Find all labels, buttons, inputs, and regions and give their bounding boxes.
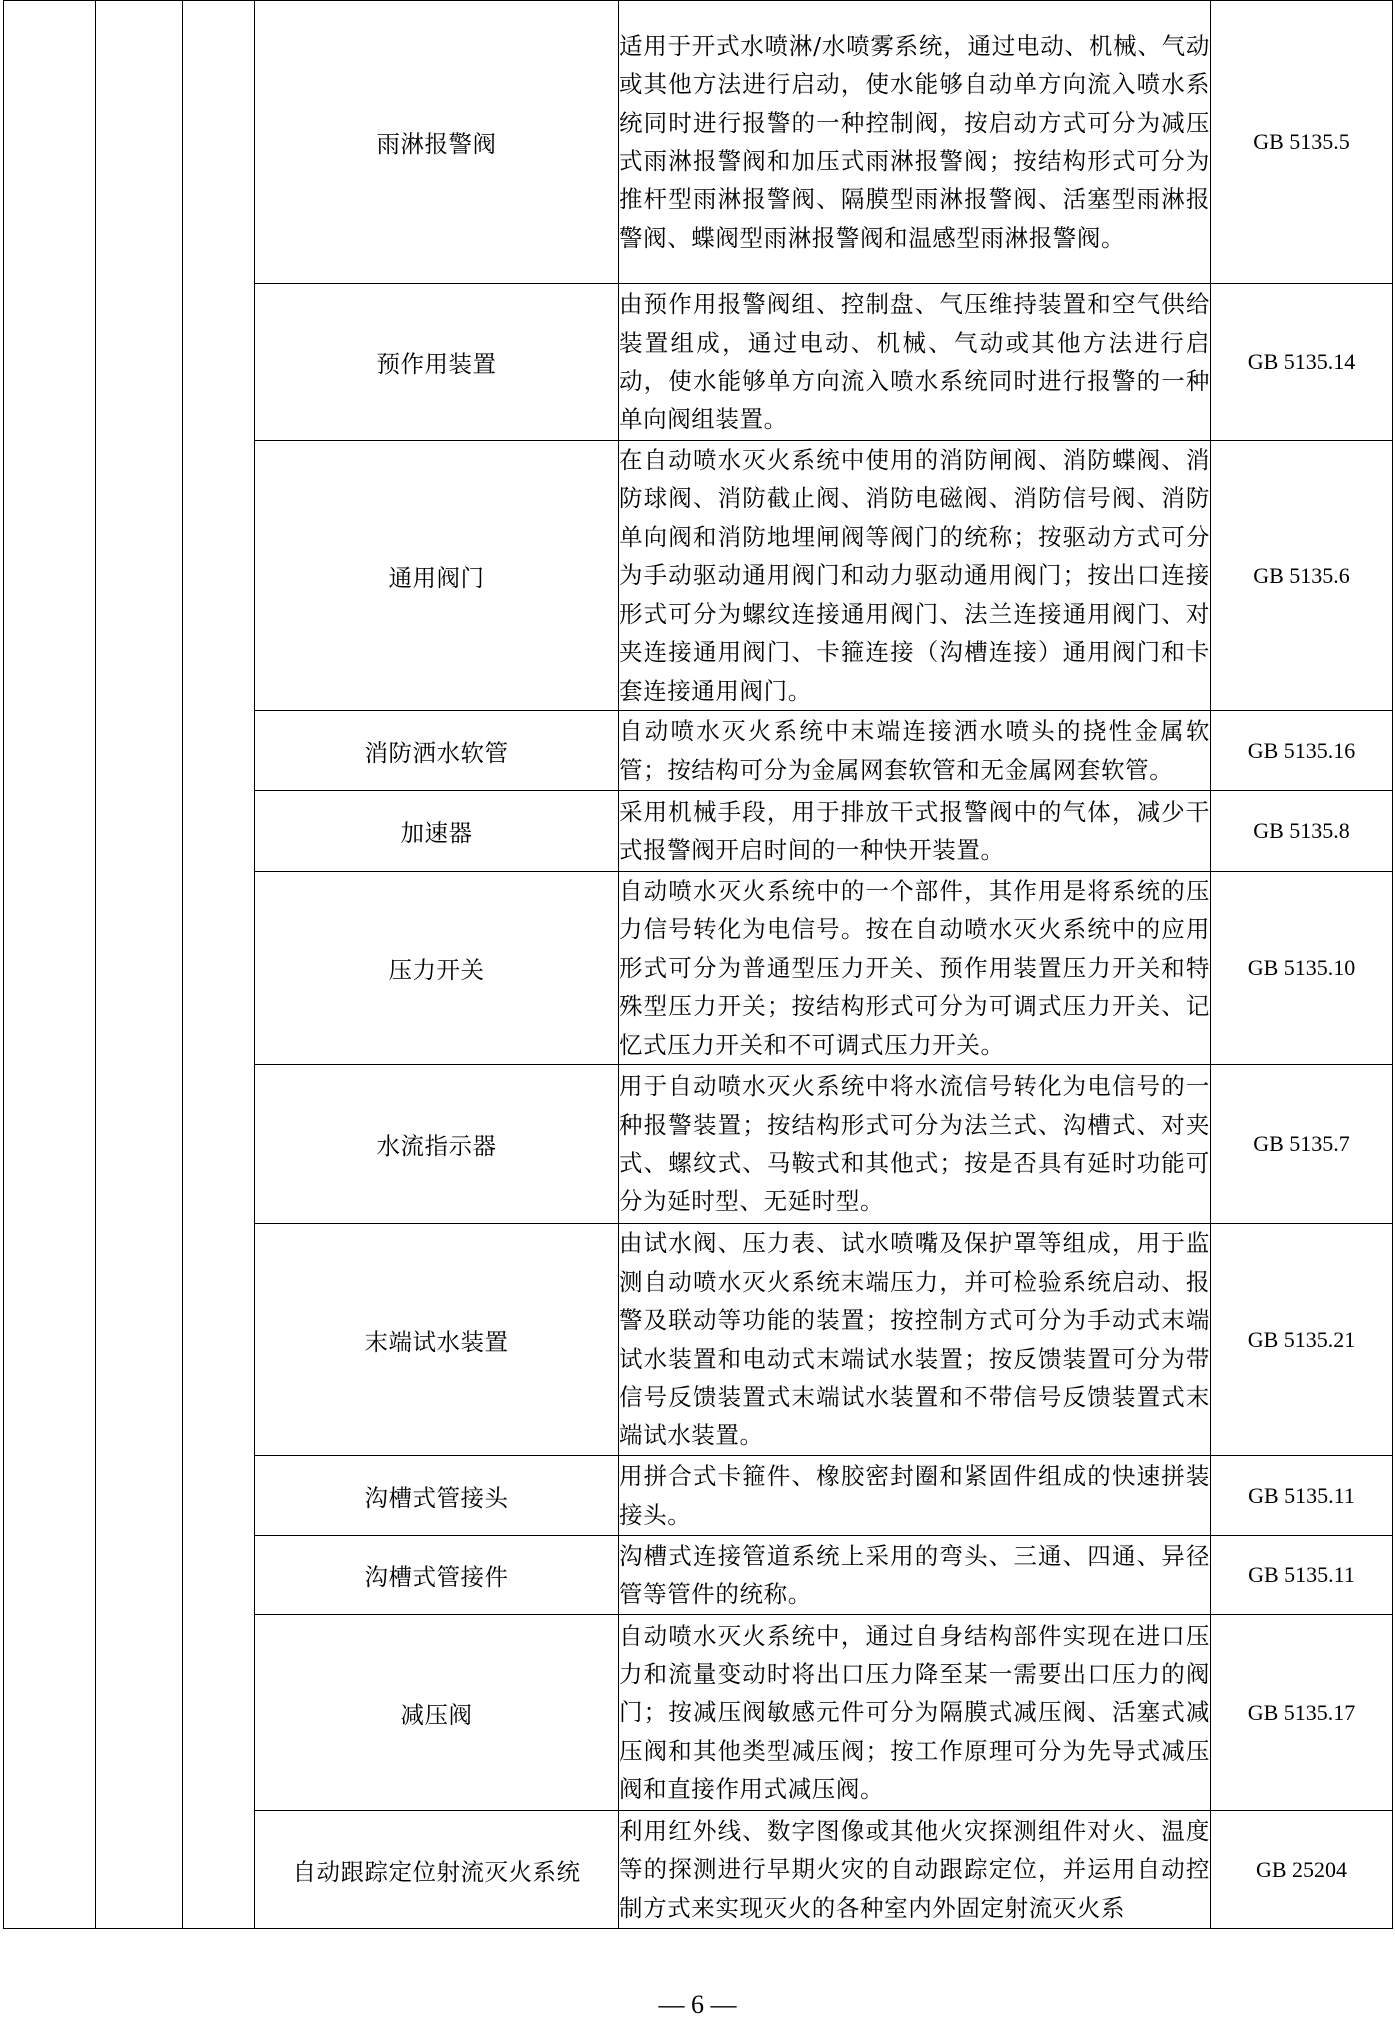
category-column-3 bbox=[183, 1, 255, 1929]
product-name: 雨淋报警阀 bbox=[255, 1, 619, 284]
product-name: 沟槽式管接件 bbox=[255, 1536, 619, 1615]
standard-code: GB 5135.11 bbox=[1211, 1536, 1393, 1615]
standard-code: GB 25204 bbox=[1211, 1811, 1393, 1929]
product-name: 自动跟踪定位射流灭火系统 bbox=[255, 1811, 619, 1929]
product-description: 采用机械手段，用于排放干式报警阀中的气体，减少干式报警阀开启时间的一种快开装置。 bbox=[619, 791, 1211, 872]
standard-code: GB 5135.10 bbox=[1211, 872, 1393, 1065]
product-name: 减压阀 bbox=[255, 1615, 619, 1811]
standard-code: GB 5135.8 bbox=[1211, 791, 1393, 872]
standard-code: GB 5135.11 bbox=[1211, 1456, 1393, 1536]
product-description: 自动喷水灭火系统中的一个部件，其作用是将系统的压力信号转化为电信号。按在自动喷水灭火系统中的应用形式可分为普通型压力开关、预作用装置压力开关和特殊型压力开关；按结构形式可分为可调式压力开关、记忆式压力开关和不可调式压力开关。 bbox=[619, 872, 1211, 1065]
product-description: 适用于开式水喷淋/水喷雾系统，通过电动、机械、气动或其他方法进行启动，使水能够自动单方向流入喷水系统同时进行报警的一种控制阀，按启动方式可分为减压式雨淋报警阀和加压式雨淋报警阀；按结构形式可分为推杆型雨淋报警阀、隔膜型雨淋报警阀、活塞型雨淋报警阀、蝶阀型雨淋报警阀和温感型雨淋报警阀。 bbox=[619, 1, 1211, 284]
product-name: 沟槽式管接头 bbox=[255, 1456, 619, 1536]
standard-code: GB 5135.6 bbox=[1211, 441, 1393, 711]
product-description: 用拼合式卡箍件、橡胶密封圈和紧固件组成的快速拼装接头。 bbox=[619, 1456, 1211, 1536]
page-number: — 6 — bbox=[658, 1990, 737, 2019]
product-description: 由试水阀、压力表、试水喷嘴及保护罩等组成，用于监测自动喷水灭火系统末端压力，并可检验系统启动、报警及联动等功能的装置；按控制方式可分为手动式末端试水装置和电动式末端试水装置；按反馈装置可分为带信号反馈装置式末端试水装置和不带信号反馈装置式末端试水装置。 bbox=[619, 1224, 1211, 1456]
product-description: 在自动喷水灭火系统中使用的消防闸阀、消防蝶阀、消防球阀、消防截止阀、消防电磁阀、消防信号阀、消防单向阀和消防地埋闸阀等阀门的统称；按驱动方式可分为手动驱动通用阀门和动力驱动通用阀门；按出口连接形式可分为螺纹连接通用阀门、法兰连接通用阀门、对夹连接通用阀门、卡箍连接（沟槽连接）通用阀门和卡套连接通用阀门。 bbox=[619, 441, 1211, 711]
product-description: 用于自动喷水灭火系统中将水流信号转化为电信号的一种报警装置；按结构形式可分为法兰式、沟槽式、对夹式、螺纹式、马鞍式和其他式；按是否具有延时功能可分为延时型、无延时型。 bbox=[619, 1065, 1211, 1224]
product-name: 压力开关 bbox=[255, 872, 619, 1065]
product-description: 自动喷水灭火系统中，通过自身结构部件实现在进口压力和流量变动时将出口压力降至某一需要出口压力的阀门；按减压阀敏感元件可分为隔膜式减压阀、活塞式减压阀和其他类型减压阀；按工作原理可分为先导式减压阀和直接作用式减压阀。 bbox=[619, 1615, 1211, 1811]
product-name: 水流指示器 bbox=[255, 1065, 619, 1224]
product-description: 由预作用报警阀组、控制盘、气压维持装置和空气供给装置组成，通过电动、机械、气动或其他方法进行启动，使水能够单方向流入喷水系统同时进行报警的一种单向阀组装置。 bbox=[619, 284, 1211, 441]
product-name: 末端试水装置 bbox=[255, 1224, 619, 1456]
standard-code: GB 5135.17 bbox=[1211, 1615, 1393, 1811]
product-standards-table bbox=[3, 0, 1393, 1929]
standard-code: GB 5135.14 bbox=[1211, 284, 1393, 441]
standard-code: GB 5135.7 bbox=[1211, 1065, 1393, 1224]
category-column-1 bbox=[4, 1, 96, 1929]
standard-code: GB 5135.16 bbox=[1211, 711, 1393, 791]
category-column-2 bbox=[96, 1, 183, 1929]
table-row bbox=[4, 1, 1393, 284]
product-description: 自动喷水灭火系统中末端连接洒水喷头的挠性金属软管；按结构可分为金属网套软管和无金属网套软管。 bbox=[619, 711, 1211, 791]
product-name: 消防洒水软管 bbox=[255, 711, 619, 791]
product-name: 通用阀门 bbox=[255, 441, 619, 711]
standard-code: GB 5135.5 bbox=[1211, 1, 1393, 284]
product-description: 利用红外线、数字图像或其他火灾探测组件对火、温度等的探测进行早期火灾的自动跟踪定位，并运用自动控制方式来实现灭火的各种室内外固定射流灭火系 bbox=[619, 1811, 1211, 1929]
product-description: 沟槽式连接管道系统上采用的弯头、三通、四通、异径管等管件的统称。 bbox=[619, 1536, 1211, 1615]
product-name: 加速器 bbox=[255, 791, 619, 872]
standard-code: GB 5135.21 bbox=[1211, 1224, 1393, 1456]
product-name: 预作用装置 bbox=[255, 284, 619, 441]
